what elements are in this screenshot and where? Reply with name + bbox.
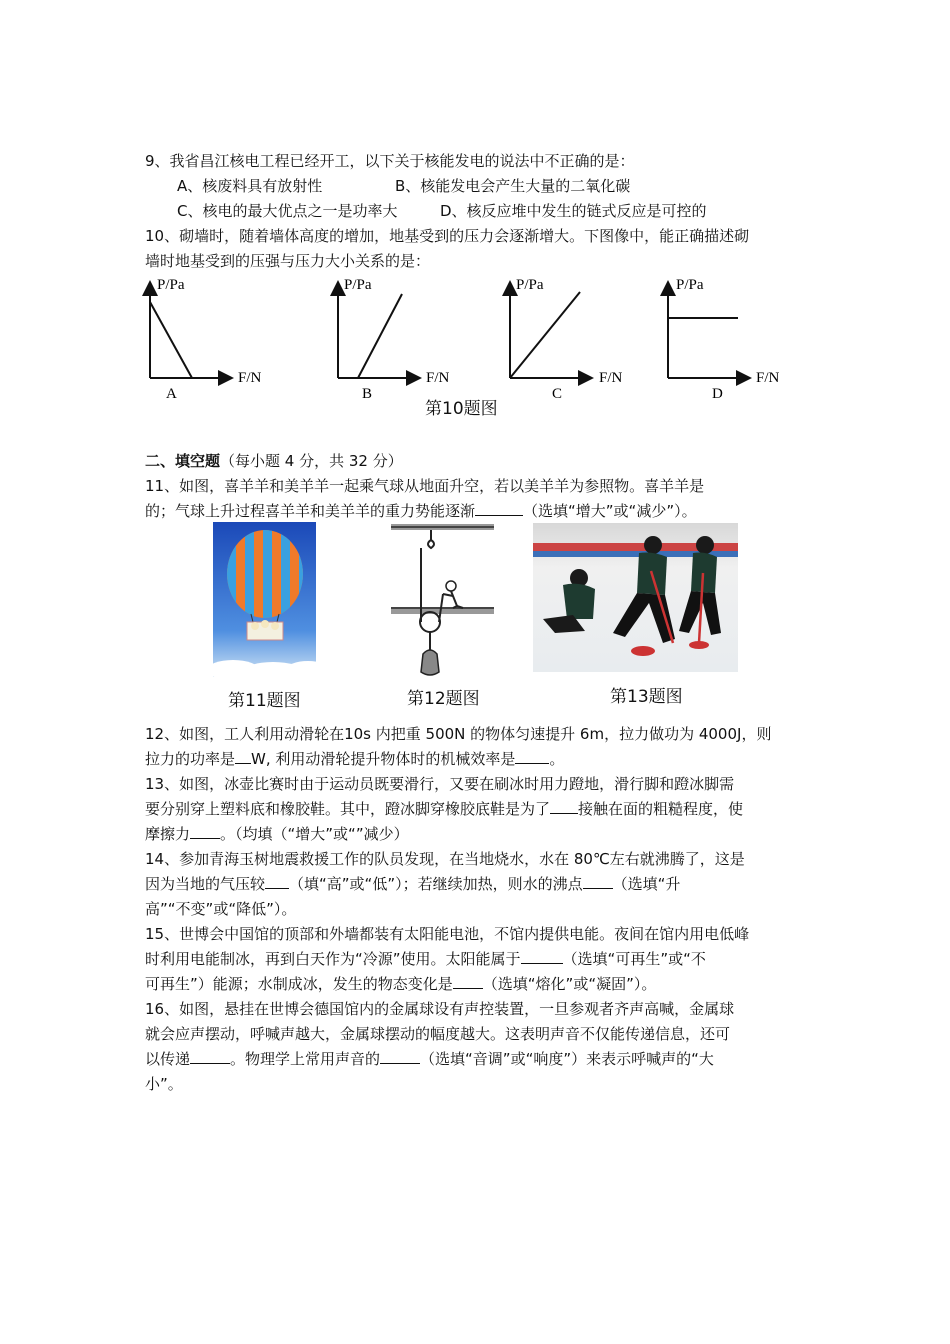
q14-line3: 高”“不变”或“降低”）。 — [145, 900, 297, 918]
q12-text-d: 拉力的功率是 — [145, 750, 236, 768]
section2-heading — [145, 450, 403, 472]
q14-blank-2[interactable] — [583, 874, 613, 889]
q15-text-d: （选填“熔化”或“凝固”）。 — [482, 975, 657, 993]
q12-line1 — [145, 723, 771, 745]
q10-graph-d-ylabel: P/Pa — [676, 277, 704, 293]
q13-text-d: 。（均填（“增大”或“”减少） — [220, 825, 409, 843]
q10-stem-line1: 10、砌墙时，随着墙体高度的增加，地基受到的压力会逐渐增大。下图像中，能正确描述砌 — [145, 227, 750, 245]
q16-line2: 就会应声摆动，呼喊声越大，金属球摆动的幅度越大。这表明声音不仅能传递信息，还可 — [145, 1025, 731, 1043]
q10-graph-b — [338, 277, 450, 402]
pulley-picture — [391, 524, 494, 684]
q12-text-e: W, 利用动滑轮提升物体时的机械效率是 — [251, 750, 516, 768]
q12-text-b: 10s 内把重 500N 的物体匀速提升 6m，拉力做 — [344, 725, 665, 743]
q9-option-a: A、核废料具有放射性 — [177, 177, 323, 195]
q16-line3 — [145, 1048, 714, 1070]
q10-graph-c-label: C — [552, 386, 563, 402]
q16-text-e: （选填“音调”或“响度”）来表示呼喊声的“大 — [420, 1050, 714, 1068]
q15-line2 — [145, 948, 706, 970]
q11-line2 — [145, 500, 697, 522]
q11-text-b: （选填“增大”或“减少”）。 — [523, 502, 697, 520]
q16-text-d: 。物理学上常用声音的 — [230, 1050, 381, 1068]
q12-text-c: 功为 4000J，则 — [664, 725, 772, 743]
q16-text-a: 16、如图，悬挂在 — [145, 1000, 270, 1018]
q14-text-c: （选填“升 — [612, 875, 681, 893]
q14-text-a: 因为当地的气压较 — [145, 875, 266, 893]
q10-graph-d — [668, 277, 780, 402]
q16-text-c: 以传递 — [145, 1050, 191, 1068]
q10-graph-b-xlabel: F/N — [426, 370, 450, 386]
q9-option-d: D、核反应堆中发生的链式反应是可控的 — [440, 202, 707, 220]
q12-text-a: 12、如图，工人利用动滑轮在 — [145, 725, 345, 743]
q16-blank-1[interactable] — [190, 1049, 230, 1064]
q16-line4: 小”。 — [145, 1075, 183, 1093]
q15-text-a: 时利用电能制冰，再到白天作为“冷源”使用。太阳能属于 — [145, 950, 521, 968]
q14-text-b: （填“高”或“低”）；若继续加热，则水的沸点 — [289, 875, 583, 893]
q10-graph-c-ylabel: P/Pa — [516, 277, 544, 293]
q12-caption: 第12题图 — [407, 689, 480, 709]
q10-graph-b-label: B — [362, 386, 373, 402]
q13-blank-2[interactable] — [190, 824, 220, 839]
q15-line1: 15、世博会中国馆的顶部和外墙都装有太阳能电池，不馆内提供电能。夜间在馆内用电低峰 — [145, 925, 750, 943]
q13-blank-1[interactable] — [550, 799, 578, 814]
balloon-picture — [213, 522, 316, 677]
q9-option-b: B、核能发电会产生大量的二氧化碳 — [395, 177, 631, 195]
q14-blank-1[interactable] — [265, 874, 289, 889]
q12-line2 — [145, 748, 564, 770]
q10-graph-c — [510, 277, 623, 402]
q15-line3 — [145, 973, 656, 995]
curling-picture — [533, 523, 738, 672]
q16-line1 — [145, 998, 734, 1020]
q14-line1: 14、参加青海玉树地震救援工作的队员发现，在当地烧水，水在 80℃左右就沸腾了，这是 — [145, 850, 745, 868]
q9-option-c: C、核电的最大优点之一是功率大 — [177, 202, 398, 220]
q13-text-a: 要分别穿上塑料底和橡胶鞋。其中，蹬冰脚穿橡胶底鞋是为了 — [145, 800, 551, 818]
q16-text-b: 世博会德国馆内的金属球设有声控装置，一旦参观者齐声高喊，金属球 — [269, 1000, 735, 1018]
q10-graph-a — [150, 277, 262, 402]
q10-graph-a-xlabel: F/N — [238, 370, 262, 386]
q15-text-c: 可再生”）能源；水制成冰，发生的物态变化是 — [145, 975, 453, 993]
q10-graph-c-xlabel: F/N — [599, 370, 623, 386]
q11-blank[interactable] — [475, 501, 523, 516]
q10-stem-line2: 墙时地基受到的压强与压力大小关系的是： — [145, 252, 431, 270]
q11-caption: 第11题图 — [228, 691, 301, 711]
q13-line1: 13、如图，冰壶比赛时由于运动员既要滑行，又要在刷冰时用力蹬地，滑行脚和蹬冰脚需 — [145, 775, 735, 793]
q13-line3 — [145, 823, 409, 845]
q13-line2 — [145, 798, 743, 820]
q10-graph-a-ylabel: P/Pa — [157, 277, 185, 293]
q10-graph-d-xlabel: F/N — [756, 370, 780, 386]
q13-caption: 第13题图 — [610, 687, 683, 707]
q12-blank-power[interactable] — [235, 749, 251, 764]
q13-text-c: 摩擦力 — [145, 825, 191, 843]
q15-blank-1[interactable] — [521, 949, 563, 964]
q15-blank-2[interactable] — [453, 974, 483, 989]
q10-caption: 第10题图 — [425, 399, 498, 419]
q12-blank-efficiency[interactable] — [515, 749, 549, 764]
q10-graph-a-label: A — [166, 386, 177, 402]
q16-blank-2[interactable] — [380, 1049, 420, 1064]
q12-text-f: 。 — [549, 750, 565, 768]
section2-title: 二、填空题 — [145, 452, 221, 470]
q14-line2 — [145, 873, 680, 895]
q13-text-b: 接触在面的粗糙程度，使 — [578, 800, 744, 818]
q10-graph-b-ylabel: P/Pa — [344, 277, 372, 293]
q11-text-a: 的；气球上升过程喜羊羊和美羊羊的重力势能逐渐 — [145, 502, 476, 520]
q15-text-b: （选填“可再生”或“不 — [562, 950, 706, 968]
q10-graph-d-label: D — [712, 386, 723, 402]
q11-line1: 11、如图，喜羊羊和美羊羊一起乘气球从地面升空，若以美羊羊为参照物。喜羊羊是 — [145, 477, 705, 495]
section2-note: （每小题 4 分，共 32 分） — [220, 452, 403, 470]
q9-stem: 9、我省昌江核电工程已经开工，以下关于核能发电的说法中不正确的是： — [145, 152, 635, 170]
